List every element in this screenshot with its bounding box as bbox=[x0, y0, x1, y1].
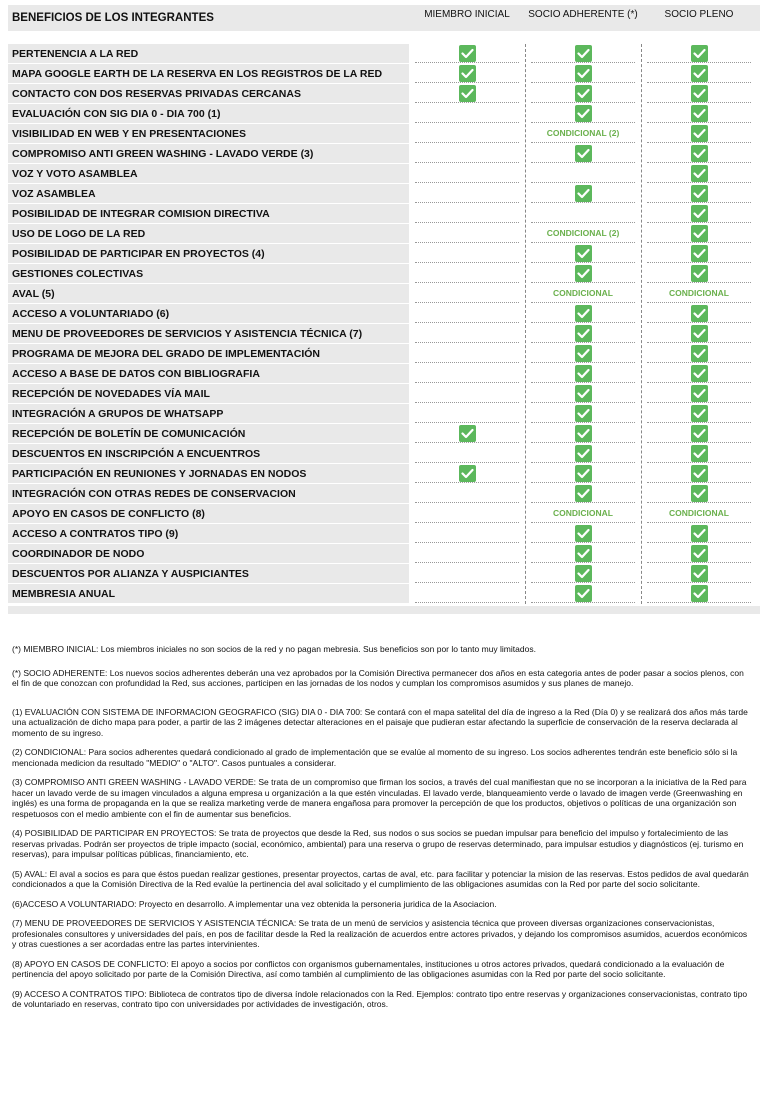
cell-socio-adherente bbox=[525, 144, 641, 164]
cell-socio-adherente bbox=[525, 424, 641, 444]
table-row bbox=[8, 484, 760, 504]
benefit-label: PERTENENCIA A LA RED bbox=[8, 44, 409, 63]
cell-socio-pleno bbox=[641, 324, 757, 344]
cell-miembro-inicial bbox=[409, 584, 525, 604]
benefit-label: VISIBILIDAD EN WEB Y EN PRESENTACIONES bbox=[8, 124, 409, 143]
footnote: (7) MENU DE PROVEEDORES DE SERVICIOS Y ASISTENCIA TÉCNICA: Se trata de un menú de servicios y asistencia técnica que proveen diversas organizaciones conservacionistas, profesionales consultores y universidades del país, en pos de facilitar desde la Red la realización de acuerdos entre actores privados, y dejando los compromisos asumidos, acuerdos económicos y otras cuestiones a ser acordadas entre las partes intervinientes. bbox=[12, 918, 748, 949]
benefit-label: INTEGRACIÓN A GRUPOS DE WHATSAPP bbox=[8, 404, 409, 423]
check-icon bbox=[691, 205, 708, 222]
check-icon bbox=[575, 65, 592, 82]
check-icon bbox=[575, 545, 592, 562]
table-title: BENEFICIOS DE LOS INTEGRANTES bbox=[12, 12, 214, 24]
benefit-label: CONTACTO CON DOS RESERVAS PRIVADAS CERCANAS bbox=[8, 84, 409, 103]
cell-socio-pleno bbox=[641, 104, 757, 124]
cell-socio-pleno bbox=[641, 564, 757, 584]
benefit-label: POSIBILIDAD DE PARTICIPAR EN PROYECTOS (4) bbox=[8, 244, 409, 263]
benefit-label: INTEGRACIÓN CON OTRAS REDES DE CONSERVACION bbox=[8, 484, 409, 503]
cell-socio-pleno bbox=[641, 444, 757, 464]
cell-socio-adherente bbox=[525, 104, 641, 124]
footnote: (4) POSIBILIDAD DE PARTICIPAR EN PROYECTOS: Se trata de proyectos que desde la Red, sus nodos o sus socios se puedan impulsar para beneficio del impulso y fortalecimiento de las reservas privadas. Podrán ser proyectos de triple impacto (social, económico, ambiental) para una reserva o grupo de reservas determinado, para impulsar estudios y diagnósticos (ej. turismo en reservas), para impulsar políticas públicas, financiamiento, etc. bbox=[12, 828, 744, 859]
table-row bbox=[8, 364, 760, 384]
cell-miembro-inicial bbox=[409, 384, 525, 404]
benefit-label: ACCESO A CONTRATOS TIPO (9) bbox=[8, 524, 409, 543]
table-row bbox=[8, 304, 760, 324]
check-icon bbox=[575, 45, 592, 62]
column-header-socio-pleno: SOCIO PLENO bbox=[664, 9, 734, 20]
table-row bbox=[8, 504, 760, 524]
check-icon bbox=[691, 425, 708, 442]
cell-socio-adherente bbox=[525, 184, 641, 204]
table-row bbox=[8, 444, 760, 464]
cell-miembro-inicial bbox=[409, 104, 525, 124]
benefit-label: DESCUENTOS POR ALIANZA Y AUSPICIANTES bbox=[8, 564, 409, 583]
check-icon bbox=[575, 105, 592, 122]
cell-socio-pleno bbox=[641, 244, 757, 264]
check-icon bbox=[691, 525, 708, 542]
benefit-label: DESCUENTOS EN INSCRIPCIÓN A ENCUENTROS bbox=[8, 444, 409, 463]
check-icon bbox=[575, 385, 592, 402]
check-icon bbox=[691, 445, 708, 462]
cell-miembro-inicial bbox=[409, 184, 525, 204]
check-icon bbox=[691, 125, 708, 142]
table-row bbox=[8, 184, 760, 204]
cell-socio-adherente bbox=[525, 224, 641, 244]
table-row bbox=[8, 224, 760, 244]
check-icon bbox=[575, 245, 592, 262]
conditional-label: CONDICIONAL (2) bbox=[546, 228, 620, 238]
cell-miembro-inicial bbox=[409, 544, 525, 564]
check-icon bbox=[575, 425, 592, 442]
table-row bbox=[8, 44, 760, 64]
cell-socio-pleno bbox=[641, 484, 757, 504]
table-row bbox=[8, 64, 760, 84]
check-icon bbox=[691, 65, 708, 82]
cell-miembro-inicial bbox=[409, 324, 525, 344]
cell-socio-pleno bbox=[641, 304, 757, 324]
footnote: (9) ACCESO A CONTRATOS TIPO: Biblioteca de contratos tipo de diversa índole relacionados con la Red. Ejemplos: contrato tipo entre reservas y organizaciones conservacionistas, contrato tipo de voluntariado en reservas, contrato tipo con universidades por actividades de investigación, otros. bbox=[12, 988, 748, 1009]
cell-miembro-inicial bbox=[409, 84, 525, 104]
table-row bbox=[8, 204, 760, 224]
cell-socio-pleno bbox=[641, 384, 757, 404]
cell-socio-pleno bbox=[641, 264, 757, 284]
check-icon bbox=[691, 165, 708, 182]
cell-socio-adherente bbox=[525, 244, 641, 264]
check-icon bbox=[691, 365, 708, 382]
check-icon bbox=[691, 345, 708, 362]
table-row bbox=[8, 124, 760, 144]
cell-miembro-inicial bbox=[409, 464, 525, 484]
cell-socio-adherente bbox=[525, 464, 641, 484]
benefit-label: AVAL (5) bbox=[8, 284, 409, 303]
cell-socio-adherente bbox=[525, 204, 641, 224]
cell-socio-adherente bbox=[525, 444, 641, 464]
benefit-label: RECEPCIÓN DE BOLETÍN DE COMUNICACIÓN bbox=[8, 424, 409, 443]
check-icon bbox=[691, 545, 708, 562]
cell-miembro-inicial bbox=[409, 564, 525, 584]
check-icon bbox=[575, 85, 592, 102]
table-row bbox=[8, 244, 760, 264]
check-icon bbox=[459, 85, 476, 102]
check-icon bbox=[691, 585, 708, 602]
cell-miembro-inicial bbox=[409, 144, 525, 164]
column-header-miembro-inicial: MIEMBRO INICIAL bbox=[424, 9, 510, 20]
cell-socio-pleno bbox=[641, 124, 757, 144]
check-icon bbox=[459, 65, 476, 82]
check-icon bbox=[691, 145, 708, 162]
cell-miembro-inicial bbox=[409, 244, 525, 264]
cell-socio-pleno bbox=[641, 224, 757, 244]
benefit-label: VOZ ASAMBLEA bbox=[8, 184, 409, 203]
benefit-label: ACCESO A BASE DE DATOS CON BIBLIOGRAFIA bbox=[8, 364, 409, 383]
cell-socio-pleno bbox=[641, 504, 757, 524]
cell-miembro-inicial bbox=[409, 404, 525, 424]
cell-socio-pleno bbox=[641, 524, 757, 544]
cell-socio-pleno bbox=[641, 204, 757, 224]
footnote: (*) SOCIO ADHERENTE: Los nuevos socios adherentes deberán una vez aprobados por la Comisión Directiva permanecer dos años en esta categoria antes de poder pasar a socios plenos, con el fin de que conozcan con profundidad la Red, sus acciones, participen en las jornadas de los nodos y cumplan los compromisos asumidos y sus planes de manejo. bbox=[12, 667, 744, 688]
benefit-label: POSIBILIDAD DE INTEGRAR COMISION DIRECTIVA bbox=[8, 204, 409, 223]
table-row bbox=[8, 104, 760, 124]
benefit-label: VOZ Y VOTO ASAMBLEA bbox=[8, 164, 409, 183]
cell-miembro-inicial bbox=[409, 504, 525, 524]
check-icon bbox=[691, 245, 708, 262]
cell-socio-adherente bbox=[525, 84, 641, 104]
table-row bbox=[8, 344, 760, 364]
check-icon bbox=[575, 265, 592, 282]
benefits-table bbox=[8, 44, 760, 604]
check-icon bbox=[575, 445, 592, 462]
footnote: (6)ACCESO A VOLUNTARIADO: Proyecto en desarrollo. A implementar una vez obtenida la personeria juridica de la Asociacion. bbox=[12, 898, 497, 909]
cell-miembro-inicial bbox=[409, 164, 525, 184]
cell-socio-pleno bbox=[641, 544, 757, 564]
check-icon bbox=[691, 465, 708, 482]
benefit-label: PROGRAMA DE MEJORA DEL GRADO DE IMPLEMENTACIÓN bbox=[8, 344, 409, 363]
cell-socio-adherente bbox=[525, 124, 641, 144]
cell-miembro-inicial bbox=[409, 224, 525, 244]
check-icon bbox=[575, 345, 592, 362]
column-header-socio-adherente: SOCIO ADHERENTE (*) bbox=[528, 9, 638, 20]
cell-socio-adherente bbox=[525, 384, 641, 404]
cell-socio-adherente bbox=[525, 164, 641, 184]
footnote: (3) COMPROMISO ANTI GREEN WASHING - LAVADO VERDE: Se trata de un compromiso que firman los socios, a través del cual manifiestan que no se incorporan a la iniciativa de la Red para hacer un lavado verde de su imagen vinculados a alguna empresa u organización a la que estén vinculadas. El lavado verde, blanqueamiento verde o lavado de imagen verde (Greenwashing en inglés) es una forma de propaganda en la que se realiza marketing verde de manera engañosa para promover la percepción de que los productos, objetivos o políticas de una organización son respetuosos con el medio ambiente con el fin de aumentar sus beneficios. bbox=[12, 777, 747, 819]
benefit-label: COMPROMISO ANTI GREEN WASHING - LAVADO VERDE (3) bbox=[8, 144, 409, 163]
check-icon bbox=[575, 185, 592, 202]
cell-miembro-inicial bbox=[409, 64, 525, 84]
table-row bbox=[8, 524, 760, 544]
table-row bbox=[8, 264, 760, 284]
table-row bbox=[8, 144, 760, 164]
table-row bbox=[8, 584, 760, 604]
cell-miembro-inicial bbox=[409, 344, 525, 364]
check-icon bbox=[691, 385, 708, 402]
cell-socio-pleno bbox=[641, 164, 757, 184]
cell-miembro-inicial bbox=[409, 304, 525, 324]
cell-socio-adherente bbox=[525, 564, 641, 584]
table-header bbox=[8, 5, 760, 31]
cell-socio-adherente bbox=[525, 324, 641, 344]
conditional-label: CONDICIONAL bbox=[669, 508, 729, 518]
benefit-label: ACCESO A VOLUNTARIADO (6) bbox=[8, 304, 409, 323]
check-icon bbox=[691, 265, 708, 282]
check-icon bbox=[575, 565, 592, 582]
cell-miembro-inicial bbox=[409, 124, 525, 144]
check-icon bbox=[575, 305, 592, 322]
cell-socio-adherente bbox=[525, 404, 641, 424]
cell-miembro-inicial bbox=[409, 484, 525, 504]
check-icon bbox=[691, 105, 708, 122]
benefit-label: APOYO EN CASOS DE CONFLICTO (8) bbox=[8, 504, 409, 523]
cell-miembro-inicial bbox=[409, 424, 525, 444]
table-row bbox=[8, 544, 760, 564]
check-icon bbox=[575, 325, 592, 342]
cell-socio-adherente bbox=[525, 524, 641, 544]
check-icon bbox=[575, 405, 592, 422]
cell-miembro-inicial bbox=[409, 444, 525, 464]
footnote: (8) APOYO EN CASOS DE CONFLICTO: El apoyo a socios por conflictos con organismos gubernamentales, instituciones u otros actores privados, quedará condicionado a la evaluación de pertinencia del apoyo solicitado por parte de la Comisión Directiva, así como también al cumplimiento de las obligaciones asumidas con la Red por parte del socio solicitante. bbox=[12, 958, 725, 979]
cell-socio-adherente bbox=[525, 264, 641, 284]
benefit-label: GESTIONES COLECTIVAS bbox=[8, 264, 409, 283]
cell-socio-pleno bbox=[641, 44, 757, 64]
cell-socio-adherente bbox=[525, 344, 641, 364]
cell-socio-adherente bbox=[525, 304, 641, 324]
cell-miembro-inicial bbox=[409, 364, 525, 384]
cell-socio-pleno bbox=[641, 84, 757, 104]
conditional-label: CONDICIONAL bbox=[553, 508, 613, 518]
check-icon bbox=[459, 45, 476, 62]
cell-socio-pleno bbox=[641, 464, 757, 484]
benefit-label: RECEPCIÓN DE NOVEDADES VÍA MAIL bbox=[8, 384, 409, 403]
table-row bbox=[8, 384, 760, 404]
table-row bbox=[8, 424, 760, 444]
table-row bbox=[8, 284, 760, 304]
footnote: (*) MIEMBRO INICIAL: Los miembros iniciales no son socios de la red y no pagan mebresia. Sus beneficios son por lo tanto muy limitados. bbox=[12, 644, 536, 654]
cell-socio-pleno bbox=[641, 64, 757, 84]
conditional-label: CONDICIONAL bbox=[669, 288, 729, 298]
benefit-label: MENU DE PROVEEDORES DE SERVICIOS Y ASISTENCIA TÉCNICA (7) bbox=[8, 324, 409, 343]
table-row bbox=[8, 564, 760, 584]
check-icon bbox=[575, 485, 592, 502]
benefit-label: MEMBRESIA ANUAL bbox=[8, 584, 409, 603]
check-icon bbox=[459, 425, 476, 442]
check-icon bbox=[691, 485, 708, 502]
table-row bbox=[8, 324, 760, 344]
check-icon bbox=[691, 85, 708, 102]
check-icon bbox=[575, 145, 592, 162]
conditional-label: CONDICIONAL (2) bbox=[546, 128, 620, 138]
table-row bbox=[8, 404, 760, 424]
check-icon bbox=[575, 365, 592, 382]
check-icon bbox=[459, 465, 476, 482]
cell-socio-pleno bbox=[641, 364, 757, 384]
table-footer-bar bbox=[8, 606, 760, 614]
cell-socio-pleno bbox=[641, 284, 757, 304]
cell-socio-adherente bbox=[525, 504, 641, 524]
benefit-label: MAPA GOOGLE EARTH DE LA RESERVA EN LOS REGISTROS DE LA RED bbox=[8, 64, 409, 83]
check-icon bbox=[691, 45, 708, 62]
cell-socio-pleno bbox=[641, 184, 757, 204]
benefit-label: EVALUACIÓN CON SIG DIA 0 - DIA 700 (1) bbox=[8, 104, 409, 123]
benefit-label: USO DE LOGO DE LA RED bbox=[8, 224, 409, 243]
check-icon bbox=[691, 325, 708, 342]
cell-socio-adherente bbox=[525, 544, 641, 564]
check-icon bbox=[691, 185, 708, 202]
check-icon bbox=[575, 465, 592, 482]
conditional-label: CONDICIONAL bbox=[553, 288, 613, 298]
table-row bbox=[8, 164, 760, 184]
benefit-label: PARTICIPACIÓN EN REUNIONES Y JORNADAS EN NODOS bbox=[8, 464, 409, 483]
check-icon bbox=[575, 525, 592, 542]
cell-socio-adherente bbox=[525, 484, 641, 504]
cell-socio-adherente bbox=[525, 44, 641, 64]
cell-socio-adherente bbox=[525, 64, 641, 84]
check-icon bbox=[691, 305, 708, 322]
cell-miembro-inicial bbox=[409, 204, 525, 224]
footnote: (2) CONDICIONAL: Para socios adherentes quedará condicionado al grado de implementación que se evalúe al momento de su ingreso. Los socios adherentes tendrán este beneficio sólo si la mencionada medicion da resultado "MEDIO" o "ALTO". Casos puntuales a considerar. bbox=[12, 747, 738, 768]
footnotes bbox=[12, 644, 752, 1019]
footnote: (5) AVAL: El aval a socios es para que éstos puedan realizar gestiones, presentar proyectos, cartas de aval, etc. para facilitar y potenciar la mision de las reservas. Estos pedidos de aval quedarán condicionados a que la Comisión Directiva de la Red evalúe la pertinencia del aval solicitado y el cumplimiento de las obligaciones asumidas con la Red por parte del socio solicitante. bbox=[12, 868, 749, 889]
cell-miembro-inicial bbox=[409, 264, 525, 284]
check-icon bbox=[691, 225, 708, 242]
cell-socio-adherente bbox=[525, 584, 641, 604]
cell-socio-pleno bbox=[641, 424, 757, 444]
table-row bbox=[8, 464, 760, 484]
cell-socio-adherente bbox=[525, 284, 641, 304]
cell-miembro-inicial bbox=[409, 524, 525, 544]
table-row bbox=[8, 84, 760, 104]
cell-socio-pleno bbox=[641, 584, 757, 604]
check-icon bbox=[691, 405, 708, 422]
cell-socio-pleno bbox=[641, 144, 757, 164]
cell-socio-pleno bbox=[641, 404, 757, 424]
footnote: (1) EVALUACIÓN CON SISTEMA DE INFORMACION GEOGRAFICO (SIG) DIA 0 - DIA 700: Se contará con el mapa satelital del día de ingreso a la Red (Día 0) y se realizará dos años más tarde una actualización de dicho mapa para poder, a partir de las 2 imágenes detectar alteraciones en el paisaje que pudieran estar afectando la superficie de conservación de la reserva declarada al momento de su ingreso. bbox=[12, 706, 748, 738]
cell-socio-pleno bbox=[641, 344, 757, 364]
cell-miembro-inicial bbox=[409, 284, 525, 304]
cell-miembro-inicial bbox=[409, 44, 525, 64]
cell-socio-adherente bbox=[525, 364, 641, 384]
check-icon bbox=[691, 565, 708, 582]
benefit-label: COORDINADOR DE NODO bbox=[8, 544, 409, 563]
check-icon bbox=[575, 585, 592, 602]
